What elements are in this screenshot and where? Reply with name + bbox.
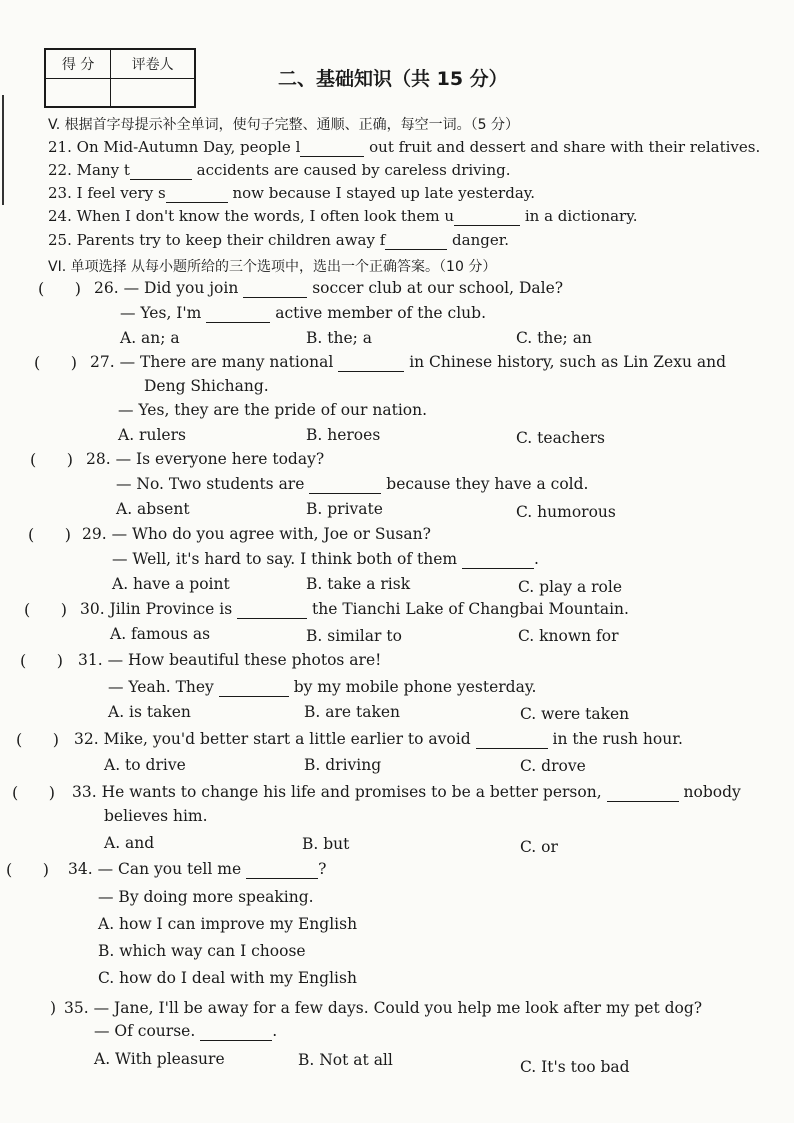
option-c[interactable]: C. known for: [518, 627, 619, 645]
question-32: [74, 730, 683, 749]
question-text: in a dictionary.: [520, 207, 638, 225]
option-a[interactable]: A. an; a: [120, 329, 180, 347]
question-text: — Well, it's hard to say. I think both of them: [112, 550, 458, 568]
option-b[interactable]: B. heroes: [306, 426, 381, 444]
option-c[interactable]: C. It's too bad: [520, 1058, 630, 1076]
answer-blank: [200, 1022, 272, 1041]
question-28-line2: [116, 475, 588, 494]
option-c[interactable]: C. how do I deal with my English: [98, 969, 357, 987]
option-c[interactable]: C. drove: [520, 757, 586, 775]
question-number: 26.: [94, 279, 119, 297]
answer-parens[interactable]: ( ): [12, 783, 55, 802]
section-title: 二、基础知识（共 15 分）: [278, 68, 508, 90]
question-25: [48, 231, 509, 250]
question-text: .: [534, 550, 539, 568]
option-b[interactable]: B. take a risk: [306, 575, 411, 593]
answer-parens[interactable]: ( ): [6, 860, 49, 879]
option-b[interactable]: B. are taken: [304, 703, 401, 721]
option-a[interactable]: A. and: [104, 834, 155, 852]
question-text: — Yeah. They: [108, 678, 214, 696]
answer-parens[interactable]: ( ): [38, 279, 81, 298]
answer-blank: [338, 353, 404, 372]
question-24: [48, 207, 637, 226]
question-number: 34.: [68, 860, 93, 878]
question-number: 30.: [80, 600, 105, 618]
option-b[interactable]: B. which way can I choose: [98, 942, 306, 960]
answer-blank[interactable]: [130, 161, 192, 180]
score-cell[interactable]: [45, 78, 111, 107]
question-34: [68, 860, 326, 879]
question-text: out fruit and dessert and share with their relatives.: [364, 138, 761, 156]
question-text: Jilin Province is: [109, 600, 233, 618]
answer-parens[interactable]: ( ): [24, 600, 67, 619]
option-a[interactable]: A. absent: [116, 500, 190, 518]
question-text: .: [272, 1022, 278, 1040]
option-c[interactable]: C. teachers: [516, 429, 606, 447]
question-29: [82, 525, 431, 543]
answer-blank[interactable]: [166, 184, 228, 203]
question-number: 31.: [78, 651, 103, 669]
score-table: [44, 48, 196, 108]
option-a[interactable]: A. rulers: [118, 426, 186, 444]
score-label: 得 分: [45, 49, 111, 78]
question-text: now because I stayed up late yesterday.: [227, 184, 536, 202]
question-text: — There are many national: [119, 353, 334, 371]
question-33-line1b: believes him.: [104, 807, 208, 825]
question-26: [94, 279, 563, 298]
answer-parens[interactable]: ( ): [20, 651, 63, 670]
question-31: [78, 651, 381, 669]
option-c[interactable]: C. or: [520, 838, 558, 856]
answer-blank: [607, 783, 679, 802]
page-edge-mark: [2, 95, 4, 205]
question-text: He wants to change his life and promises to be a better person,: [101, 783, 602, 801]
question-number: 33.: [72, 783, 97, 801]
question-26-line2: [120, 304, 486, 323]
answer-blank: [246, 860, 318, 879]
part6-instruction: VI. 单项选择 从每小题所给的三个选项中，选出一个正确答案。（10 分）: [48, 259, 497, 275]
answer-parens[interactable]: ( ): [16, 730, 59, 749]
question-number: 29.: [82, 525, 107, 543]
answer-parens[interactable]: ( ): [28, 525, 71, 544]
question-text: — Can you tell me: [97, 860, 242, 878]
question-35-line2: [94, 1022, 277, 1041]
question-text: — Did you join: [123, 279, 239, 297]
question-text: accidents are caused by careless driving.: [191, 161, 511, 179]
question-27-line2: — Yes, they are the pride of our nation.: [118, 401, 428, 419]
question-text: because they have a cold.: [386, 475, 589, 493]
answer-blank: [219, 678, 289, 697]
option-c[interactable]: C. play a role: [518, 578, 623, 596]
question-text: danger.: [447, 231, 509, 249]
question-number: 22.: [48, 161, 72, 179]
question-21: [48, 138, 760, 157]
question-text: ?: [318, 860, 327, 878]
question-text: — Yes, I'm: [120, 304, 202, 322]
option-a[interactable]: A. have a point: [112, 575, 230, 593]
answer-blank: [476, 730, 548, 749]
option-a[interactable]: A. famous as: [110, 625, 211, 643]
question-text: I feel very s: [76, 184, 166, 202]
question-text: Many t: [76, 161, 130, 179]
question-text: — Of course.: [94, 1022, 196, 1040]
question-text: On Mid-Autumn Day, people l: [76, 138, 301, 156]
question-22: [48, 161, 510, 180]
question-text: by my mobile phone yesterday.: [293, 678, 537, 696]
question-27: [90, 353, 726, 372]
question-text: — Who do you agree with, Joe or Susan?: [111, 525, 431, 543]
question-text: — How beautiful these photos are!: [107, 651, 382, 669]
question-text: When I don't know the words, I often look them u: [76, 207, 455, 225]
answer-blank: [309, 475, 381, 494]
question-text: — Jane, I'll be away for a few days. Could you help me look after my pet dog?: [93, 999, 703, 1017]
option-b[interactable]: B. similar to: [306, 627, 402, 645]
answer-parens[interactable]: ( ): [30, 450, 73, 469]
question-number: 28.: [86, 450, 111, 468]
question-text: — Is everyone here today?: [115, 450, 325, 468]
option-a[interactable]: A. is taken: [108, 703, 191, 721]
option-c[interactable]: C. humorous: [516, 503, 616, 521]
option-b[interactable]: B. private: [306, 500, 383, 518]
option-a[interactable]: A. to drive: [104, 756, 186, 774]
part5-instruction: V. 根据首字母提示补全单词，使句子完整、通顺、正确，每空一词。（5 分）: [48, 117, 520, 133]
question-29-line2: [112, 550, 539, 569]
grader-cell[interactable]: [111, 78, 195, 107]
question-number: 21.: [48, 138, 72, 156]
option-b[interactable]: B. but: [302, 835, 350, 853]
option-b[interactable]: B. driving: [304, 756, 382, 774]
answer-blank: [206, 304, 270, 323]
question-34-line2: — By doing more speaking.: [98, 888, 314, 906]
question-number: 35.: [64, 999, 89, 1017]
question-33: [72, 783, 741, 802]
question-27-line1b: Deng Shichang.: [144, 377, 269, 395]
question-text: soccer club at our school, Dale?: [312, 279, 564, 297]
answer-parens[interactable]: ( ): [34, 353, 77, 372]
question-number: 27.: [90, 353, 115, 371]
question-text: — No. Two students are: [116, 475, 305, 493]
option-b[interactable]: B. Not at all: [298, 1051, 393, 1069]
question-28: [86, 450, 324, 468]
question-number: 25.: [48, 231, 72, 249]
question-text: active member of the club.: [275, 304, 486, 322]
answer-parens[interactable]: ): [50, 999, 57, 1017]
option-b[interactable]: B. the; a: [306, 329, 373, 347]
option-c[interactable]: C. were taken: [520, 705, 630, 723]
question-number: 32.: [74, 730, 99, 748]
option-a[interactable]: A. With pleasure: [94, 1050, 225, 1068]
question-35: [64, 999, 702, 1017]
answer-blank[interactable]: [385, 231, 447, 250]
answer-blank: [462, 550, 534, 569]
question-23: [48, 184, 535, 203]
question-text: nobody: [683, 783, 741, 801]
option-a[interactable]: A. how I can improve my English: [98, 915, 358, 933]
question-30: [80, 600, 629, 619]
answer-blank[interactable]: [454, 207, 520, 226]
question-text: in Chinese history, such as Lin Zexu and: [409, 353, 727, 371]
answer-blank: [243, 279, 307, 298]
grader-label: 评卷人: [111, 49, 195, 78]
answer-blank[interactable]: [300, 138, 364, 157]
question-text: Parents try to keep their children away f: [76, 231, 386, 249]
option-c[interactable]: C. the; an: [516, 329, 592, 347]
question-text: in the rush hour.: [552, 730, 683, 748]
question-text: Mike, you'd better start a little earlier to avoid: [103, 730, 471, 748]
question-text: the Tianchi Lake of Changbai Mountain.: [312, 600, 629, 618]
question-number: 24.: [48, 207, 72, 225]
answer-blank: [237, 600, 307, 619]
question-31-line2: [108, 678, 536, 697]
question-number: 23.: [48, 184, 72, 202]
